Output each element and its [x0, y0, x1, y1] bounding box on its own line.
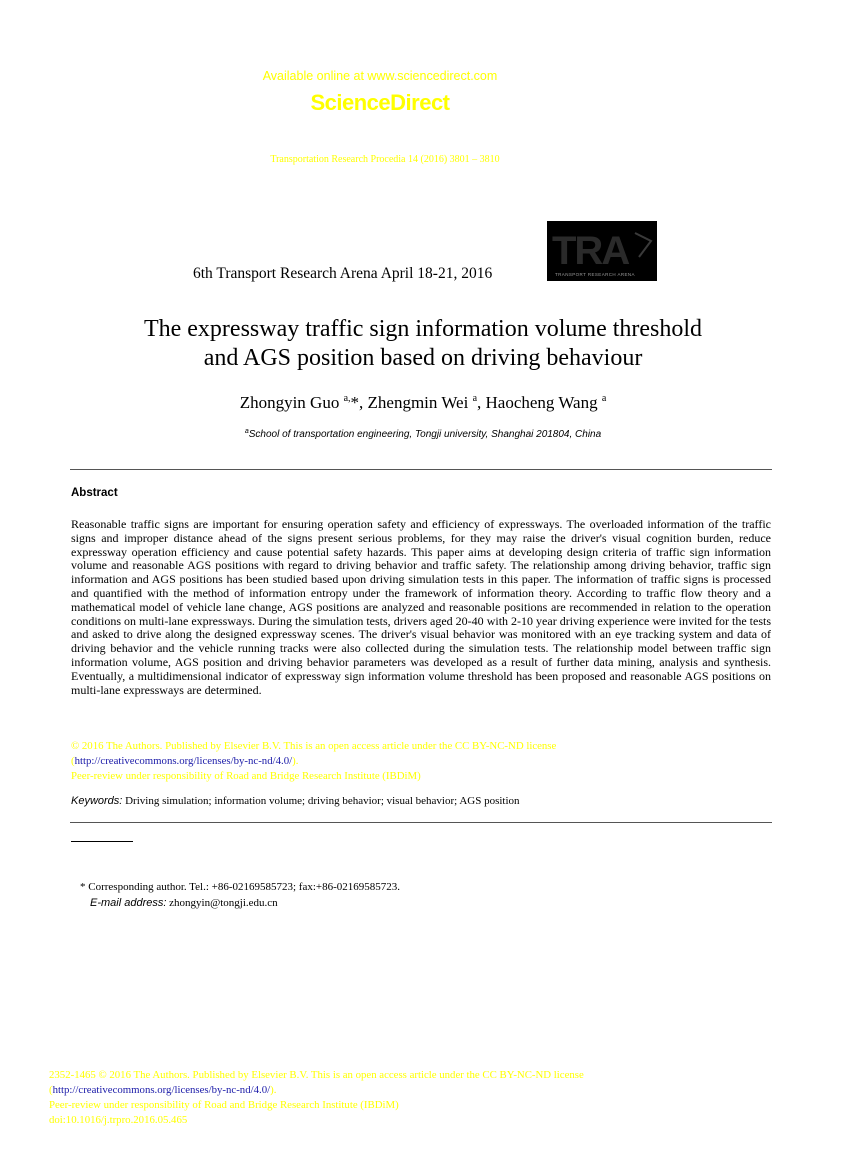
affiliation-text: School of transportation engineering, Tongji university, Shanghai 201804, China — [248, 429, 602, 440]
bottom-divider — [70, 822, 772, 823]
author-name: Haocheng Wang — [485, 393, 598, 412]
email-label: E-mail address: — [90, 897, 167, 909]
tra-logo — [547, 221, 657, 281]
sciencedirect-logo: ScienceDirect — [310, 90, 450, 115]
license-line-1: © 2016 The Authors. Published by Elsevier B.V. This is an open access article under the CC BY-NC-ND license — [71, 740, 557, 752]
footer-license-line-1: 2352-1465 © 2016 The Authors. Published by Elsevier B.V. This is an open access article under the CC BY-NC-ND license — [49, 1069, 584, 1081]
footer-doi: doi:10.1016/j.trpro.2016.05.465 — [49, 1114, 188, 1126]
conference-name: 6th Transport Research Arena April 18-21, 2016 — [193, 265, 493, 282]
tra-logo-text: TRA — [552, 229, 629, 273]
available-online-text: Available online at www.sciencedirect.com — [262, 69, 498, 83]
author-list — [0, 393, 846, 413]
paper-title — [0, 315, 846, 373]
keywords-text: Driving simulation; information volume; driving behavior; visual behavior; AGS position — [125, 795, 520, 807]
author-affil-mark: a — [472, 393, 478, 404]
corresponding-author: * Corresponding author. Tel.: +86-02169585723; fax:+86-02169585723. — [80, 881, 401, 893]
affiliation — [0, 428, 846, 440]
footer-license-line-3: Peer-review under responsibility of Road and Bridge Research Institute (IBDiM) — [49, 1099, 399, 1111]
author-mark: *, — [350, 393, 364, 412]
tra-logo-subtext: TRANSPORT RESEARCH ARENA — [555, 272, 635, 277]
author-name: Zhongyin Guo — [239, 393, 340, 412]
footer-license-line-2 — [49, 1084, 276, 1096]
journal-citation: Transportation Research Procedia 14 (2016) 3801 – 3810 — [270, 154, 500, 165]
abstract-text: Reasonable traffic signs are important for ensuring operation safety and efficiency of expressways. The overloaded information of the traffic signs and improper distance ahead of the signs present serious problems, for they may raise the driver's visual cognition burden, reduce expressway operation efficiency and cause potential safety hazards. This paper aims at developing design criteria of traffic sign information volume and reasonable AGS positions with regard to driving behavior and traffic safety. The relationship among driving behavior, traffic sign information and AGS positions has been studied based upon driving simulation tests in this paper. The information of traffic signs is processed and quantified with the method of information entropy under the framework of information theory. According to traffic flow theory and a mathematical model of vehicle lane change, AGS positions are analyzed and reasonable positions are recommended in relation to the operation conditions on multi-lane expressways. During the simulation tests, drivers aged 20-40 with 2-10 year driving experience were invited for the tests and asked to drive along the designed expressway scenes. The driver's visual behavior was monitored with an eye tracking system and data of driving behavior and the vehicle running tracks were also collected during the simulation tests. The relationship model between traffic sign information volume, AGS position and driving behavior parameters was developed as a result of further data mining, analysis and synthesis. Eventually, a multidimensional indicator of expressway sign information volume threshold has been proposed and reasonable AGS positions on multi-lane expressways are determined. — [71, 517, 771, 697]
footer-open-paren: ( — [49, 1084, 53, 1096]
paper-title-line-2: and AGS position based on driving behaviour — [203, 345, 643, 371]
author-affil-mark: a, — [343, 393, 351, 404]
footer-license-link[interactable]: http://creativecommons.org/licenses/by-nc-nd/4.0/ — [52, 1084, 271, 1096]
license-line-2 — [71, 755, 298, 767]
abstract-heading: Abstract — [71, 487, 118, 499]
author-name: Zhengmin Wei — [367, 393, 469, 412]
keywords — [71, 795, 520, 807]
email-link[interactable]: zhongyin@tongji.edu.cn — [169, 897, 278, 909]
license-line-3: Peer-review under responsibility of Road and Bridge Research Institute (IBDiM) — [71, 770, 421, 782]
footer-close-paren: ). — [270, 1084, 277, 1096]
license-open-paren: ( — [71, 755, 75, 767]
email-line — [90, 897, 278, 909]
paper-title-line-1: The expressway traffic sign information volume threshold — [143, 316, 703, 342]
author-mark: , — [477, 393, 482, 412]
license-close-paren: ). — [292, 755, 299, 767]
author-affil-mark: a — [601, 393, 607, 404]
footnote-rule — [71, 841, 133, 842]
license-link[interactable]: http://creativecommons.org/licenses/by-nc-nd/4.0/ — [74, 755, 293, 767]
keywords-label: Keywords: — [71, 795, 123, 807]
affiliation-mark: a — [244, 428, 249, 435]
top-divider — [70, 469, 772, 470]
